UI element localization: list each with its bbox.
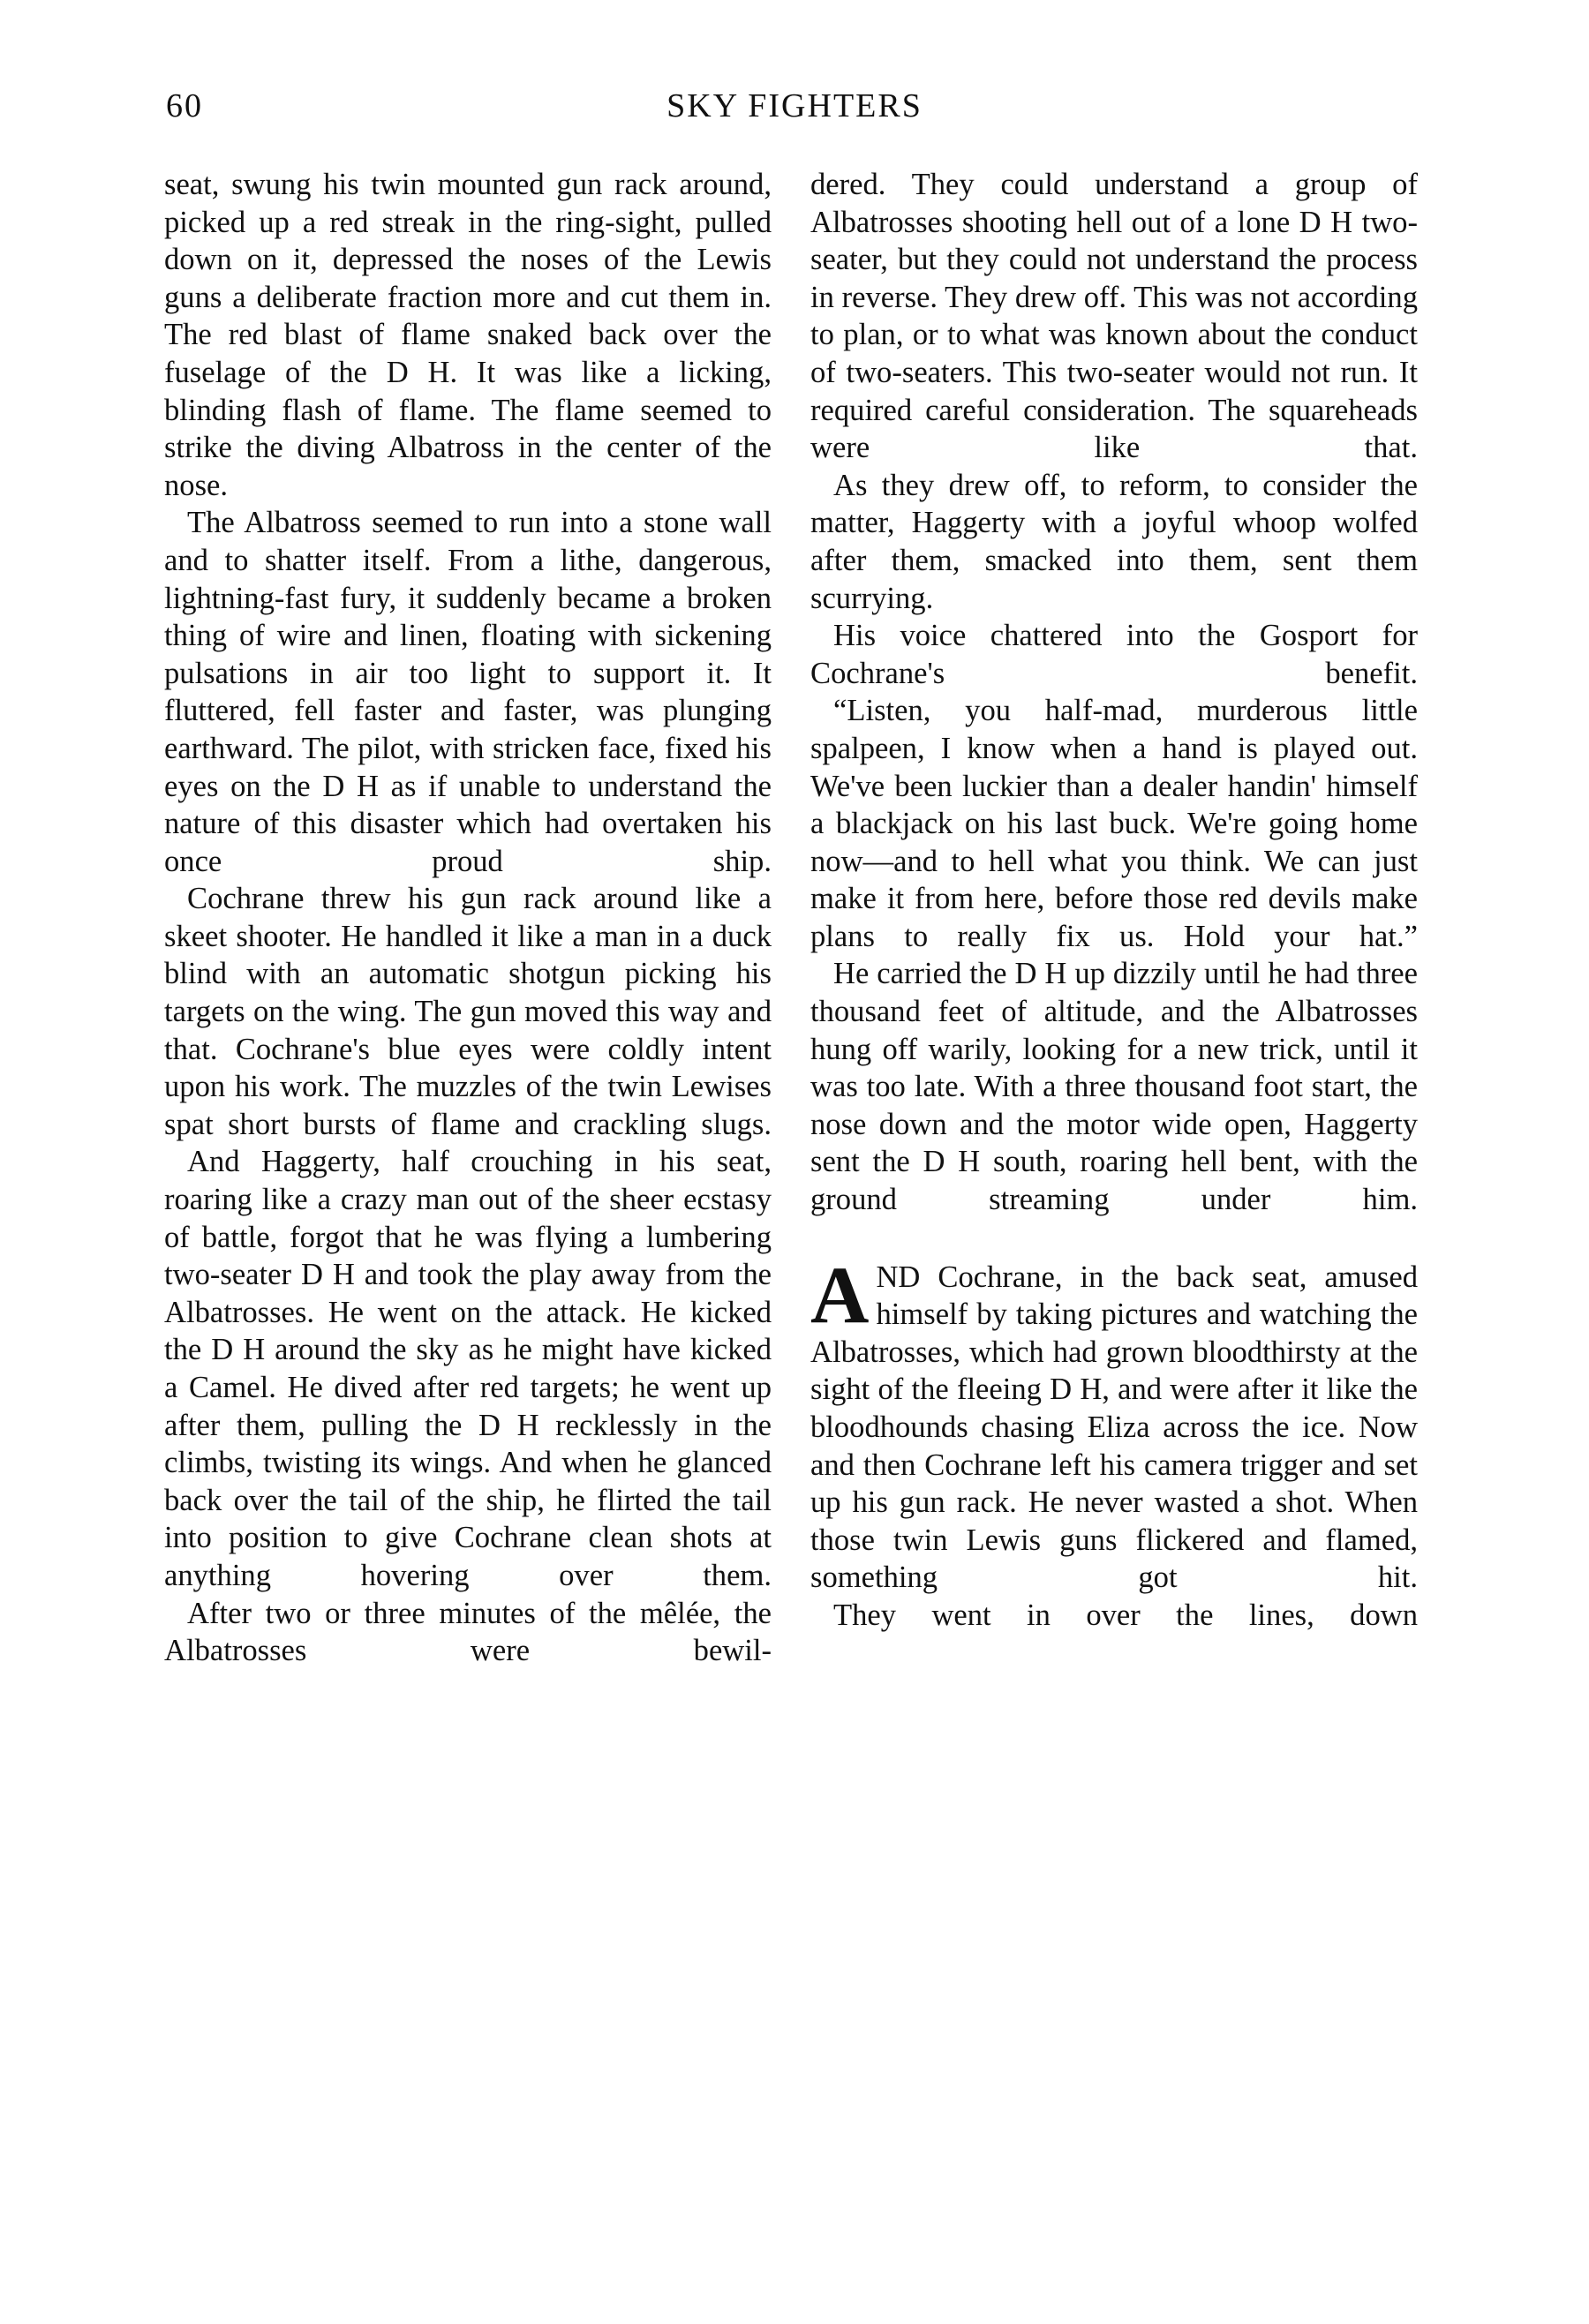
paragraph: Cochrane threw his gun rack around like a skeet shooter. He handled it like a man in a duck blind with an automatic shotgun picking his targets on the wing. The gun moved this way and that. Cochrane's blue eyes were coldly intent upon his work. The muzzles of the twin Lewises spat short bursts of flame and crackling slugs. <box>164 882 772 1141</box>
page-number: 60 <box>166 87 203 124</box>
paragraph: After two or three minutes of the mêlée, the Albatrosses were bewil- <box>164 1596 772 1668</box>
left-column <box>164 166 772 1670</box>
paragraph: He carried the D H up dizzily until he had three thousand feet of altitude, and the Albatrosses hung off warily, looking for a new trick, until it was too late. With a three thousand foot start, the nose down and the motor wide open, Haggerty sent the D H south, roaring hell bent, with the ground streaming under him. <box>810 957 1418 1217</box>
right-column <box>810 166 1418 1635</box>
paragraph: As they drew off, to reform, to consider the matter, Haggerty with a joyful whoop wolfed after them, smacked into them, sent them scurrying. <box>810 468 1418 615</box>
section-opening-paragraph: AND Cochrane, in the back seat, amused himself by taking pictures and watching the Albatrosses, which had grown bloodthirsty at the sight of the fleeing D H, and were after it like the bloodhounds chasing Eliza across the ice. Now and then Cochrane left his camera trigger and set up his gun rack. He never wasted a shot. When those twin Lewis guns flickered and flamed, something got hit. <box>810 1249 1418 1595</box>
paragraph: His voice chattered into the Gosport for Cochrane's benefit. <box>810 619 1418 690</box>
paragraph: And Haggerty, half crouching in his seat, roaring like a crazy man out of the sheer ecstasy of battle, forgot that he was flying a lumbering two-seater D H and took the play away from the Albatrosses. He went on the attack. He kicked the D H around the sky as he might have kicked a Camel. He dived after red targets; he went up after them, pulling the D H recklessly in the climbs, twisting its wings. And when he glanced back over the tail of the ship, he flirted the tail into position to give Cochrane clean shots at anything hovering over them. <box>164 1145 772 1592</box>
paragraph: seat, swung his twin mounted gun rack around, picked up a red streak in the ring-sight, pulled down on it, depressed the noses of the Lewis guns a deliberate fraction more and cut them in. The red blast of flame snaked back over the fuselage of the D H. It was like a licking, blinding flash of flame. The flame seemed to strike the diving Albatross in the center of the nose. <box>164 168 772 502</box>
section-break <box>810 1219 1418 1259</box>
page-header <box>166 86 1423 139</box>
paragraph: “Listen, you half-mad, murderous little spalpeen, I know when a hand is played out. We've been luckier than a dealer handin' himself a blackjack on his last buck. We're going home now—and to hell what you think. We can just make it from here, before those red devils make plans to really fix us. Hold your hat.” <box>810 694 1418 953</box>
running-title: SKY FIGHTERS <box>666 87 923 124</box>
drop-cap: A <box>810 1249 870 1340</box>
paragraph: They went in over the lines, down <box>833 1598 1418 1632</box>
paragraph: The Albatross seemed to run into a stone wall and to shatter itself. From a lithe, dangerous, lightning-fast fury, it suddenly became a broken thing of wire and linen, floating with sickening pulsations in air too light to support it. It fluttered, fell faster and faster, was plunging earthward. The pilot, with stricken face, fixed his eyes on the D H as if unable to understand the nature of this disaster which had overtaken his once proud ship. <box>164 506 772 878</box>
paragraph: dered. They could understand a group of Albatrosses shooting hell out of a lone D H two-seater, but they could not understand the process in reverse. They drew off. This was not according to plan, or to what was known about the conduct of two-seaters. This two-seater would not run. It required careful consideration. The squareheads were like that. <box>810 168 1418 465</box>
